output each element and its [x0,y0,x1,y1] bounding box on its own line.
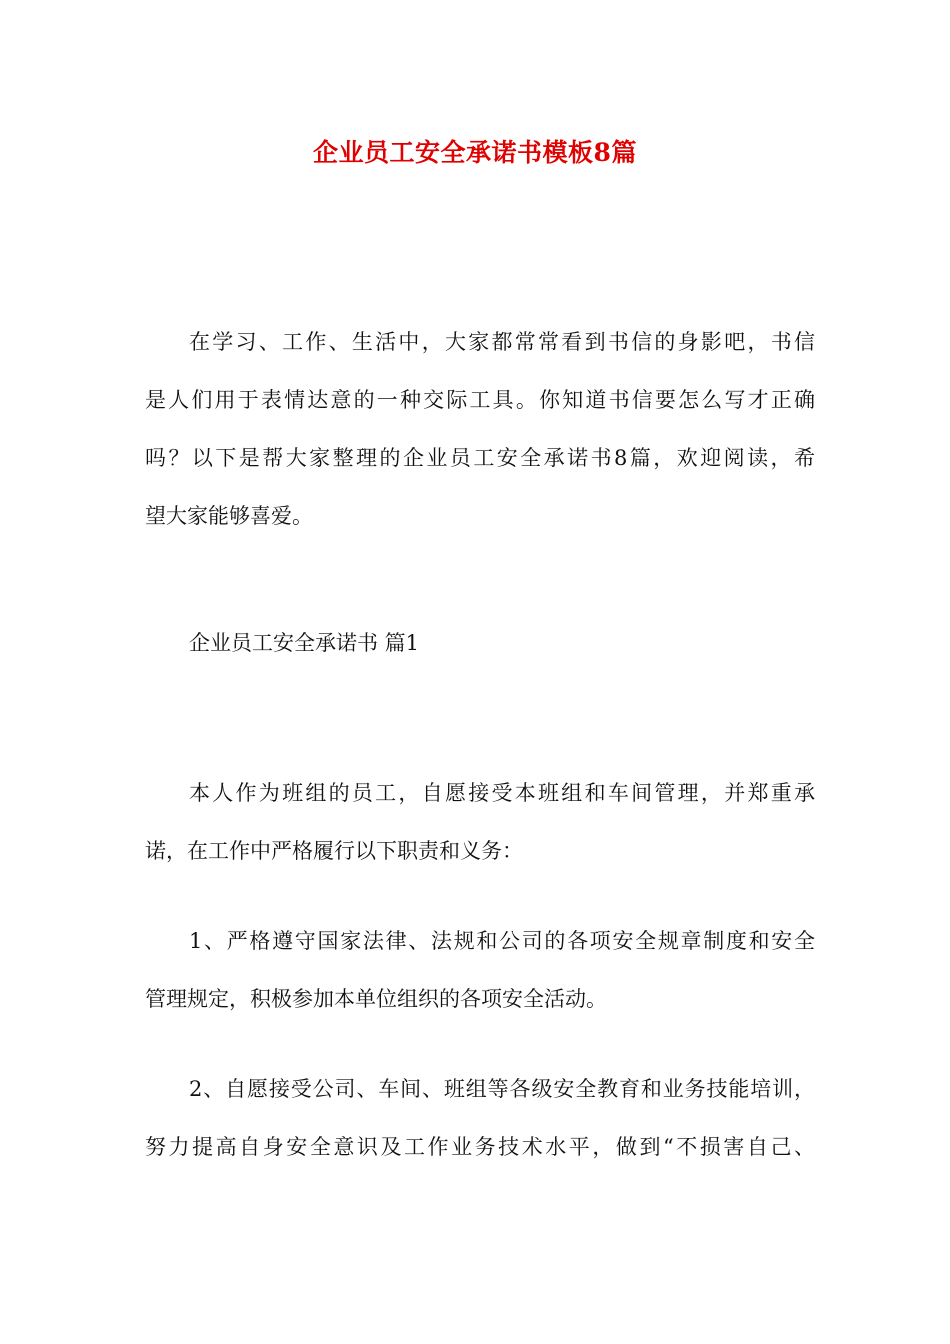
intro-paragraph [145,313,815,545]
section-heading: 企业员工安全承诺书 篇1 [189,631,420,655]
text-line: 在学习、工作、生活中，大家都常常看到书信的身影吧，书信 [189,330,815,354]
item-1-paragraph [145,912,815,1028]
text-line: 管理规定，积极参加本单位组织的各项安全活动。 [145,987,607,1011]
text-line: 努力提高自身安全意识及工作业务技术水平，做到“不损害自己、 [145,1135,815,1159]
text-line: 1、严格遵守国家法律、法规和公司的各项安全规章制度和安全 [189,929,815,953]
text-line: 诺，在工作中严格履行以下职责和义务： [145,839,523,863]
text-line: 2、自愿接受公司、车间、班组等各级安全教育和业务技能培训， [189,1077,815,1101]
commitment-paragraph [145,764,815,880]
section-heading-block [145,614,815,672]
text-line: 吗？以下是帮大家整理的企业员工安全承诺书8篇，欢迎阅读，希 [145,446,815,470]
text-line: 是人们用于表情达意的一种交际工具。你知道书信要怎么写才正确 [145,388,815,412]
text-line: 本人作为班组的员工，自愿接受本班组和车间管理，并郑重承 [189,781,815,805]
text-line: 望大家能够喜爱。 [145,504,313,528]
item-2-paragraph [145,1060,815,1176]
document-title: 企业员工安全承诺书模板8篇 [313,138,637,167]
